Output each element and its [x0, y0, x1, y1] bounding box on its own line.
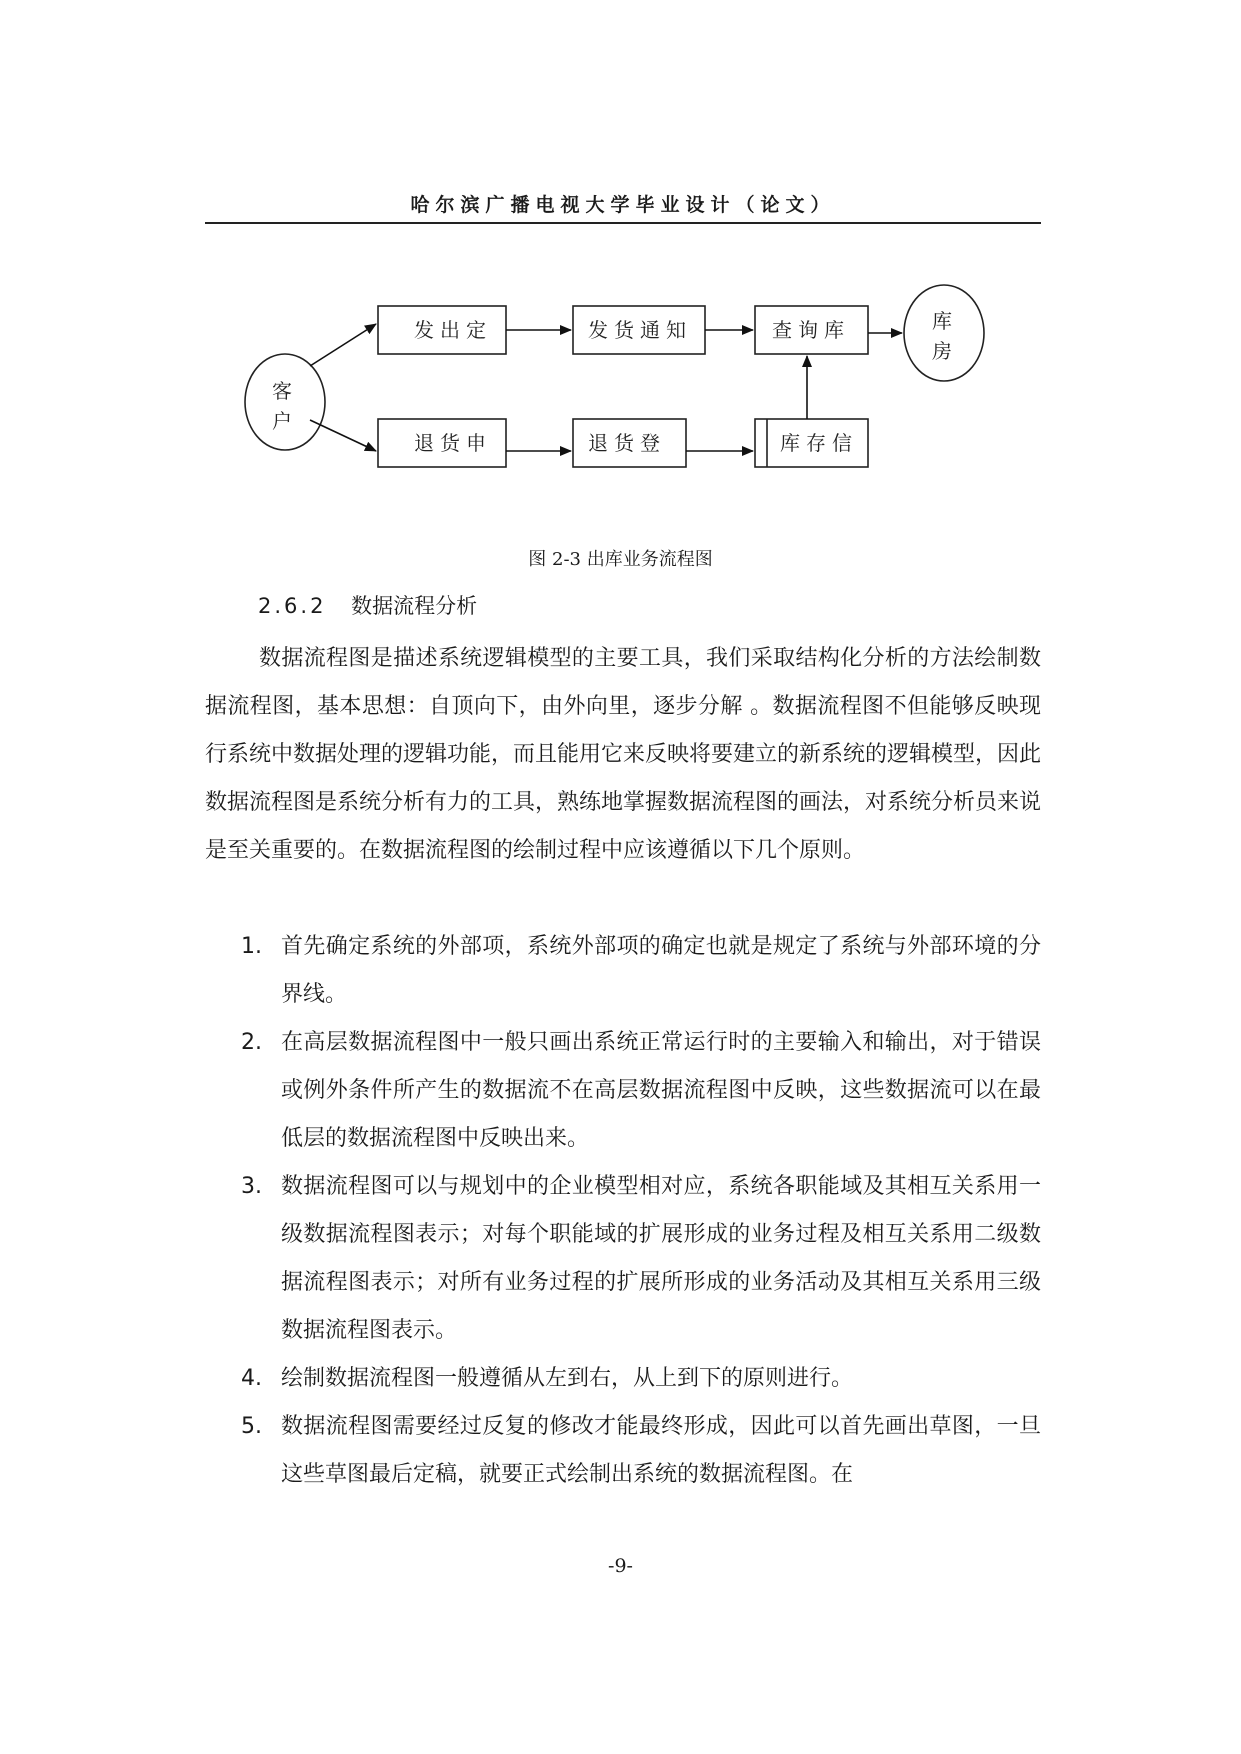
list-item [205, 1403, 1041, 1499]
list-marker: 4. [241, 1366, 262, 1391]
box-query-stock-label: 查询库 [772, 318, 850, 342]
warehouse-label-2: 房 [932, 339, 958, 363]
box-issue-order-label: 发出定 [414, 318, 492, 342]
list-item-text: 首先确定系统的外部项，系统外部项的确定也就是规定了系统与外部环境的分界线。 [281, 934, 1041, 1007]
warehouse-entity [904, 285, 984, 381]
warehouse-label-1: 库 [932, 309, 958, 333]
section-number: 2.6.2 [258, 594, 327, 618]
box-return-request-label: 退货申 [414, 431, 492, 455]
list-item-text: 绘制数据流程图一般遵循从左到右，从上到下的原则进行。 [281, 1366, 854, 1391]
list-item-text: 在高层数据流程图中一般只画出系统正常运行时的主要输入和输出，对于错误或例外条件所产生的数据流不在高层数据流程图中反映，这些数据流可以在最低层的数据流程图中反映出来。 [281, 1030, 1041, 1151]
list-marker: 1. [241, 934, 262, 959]
list-item-text: 数据流程图需要经过反复的修改才能最终形成，因此可以首先画出草图，一旦这些草图最后定稿，就要正式绘制出系统的数据流程图。在 [281, 1414, 1041, 1487]
body-paragraph-block [205, 635, 1041, 875]
list-item [205, 1355, 1041, 1403]
list-item [205, 1163, 1041, 1355]
customer-label-2: 户 [272, 409, 298, 433]
body-paragraph: 数据流程图是描述系统逻辑模型的主要工具，我们采取结构化分析的方法绘制数据流程图，基本思想：自顶向下，由外向里，逐步分解 。数据流程图不但能够反映现行系统中数据处理的逻辑功能，而且能用它来反映将要建立的新系统的逻辑模型，因此数据流程图是系统分析有力的工具，熟练地掌握数据流程图的画法，对系统分析员来说是至关重要的。在数据流程图的绘制过程中应该遵循以下几个原则。 [205, 646, 1042, 863]
box-return-register-label: 退货登 [588, 431, 666, 455]
arrow-customer-to-order [310, 324, 376, 366]
page-header-title: 哈尔滨广播电视大学毕业设计（论文） [410, 194, 836, 216]
list-marker: 3. [241, 1174, 262, 1199]
flowchart-diagram [0, 0, 1241, 540]
list-item [205, 923, 1041, 1019]
arrow-customer-to-return [310, 420, 376, 451]
list-item [205, 1019, 1041, 1163]
box-inventory-info-label: 库存信 [780, 431, 858, 455]
principles-list [205, 923, 1041, 1499]
box-shipping-notice-label: 发货通知 [588, 318, 692, 342]
list-marker: 2. [241, 1030, 262, 1055]
figure-caption: 图 2-3 出库业务流程图 [528, 549, 713, 570]
section-heading [258, 590, 477, 620]
list-item-text: 数据流程图可以与规划中的企业模型相对应，系统各职能域及其相互关系用一级数据流程图表示；对每个职能域的扩展形成的业务过程及相互关系用二级数据流程图表示；对所有业务过程的扩展所形成的业务活动及其相互关系用三级数据流程图表示。 [281, 1174, 1041, 1343]
page-number: -9- [608, 1555, 633, 1577]
list-marker: 5. [241, 1414, 262, 1439]
customer-label-1: 客 [272, 379, 298, 403]
section-title: 数据流程分析 [351, 594, 478, 618]
